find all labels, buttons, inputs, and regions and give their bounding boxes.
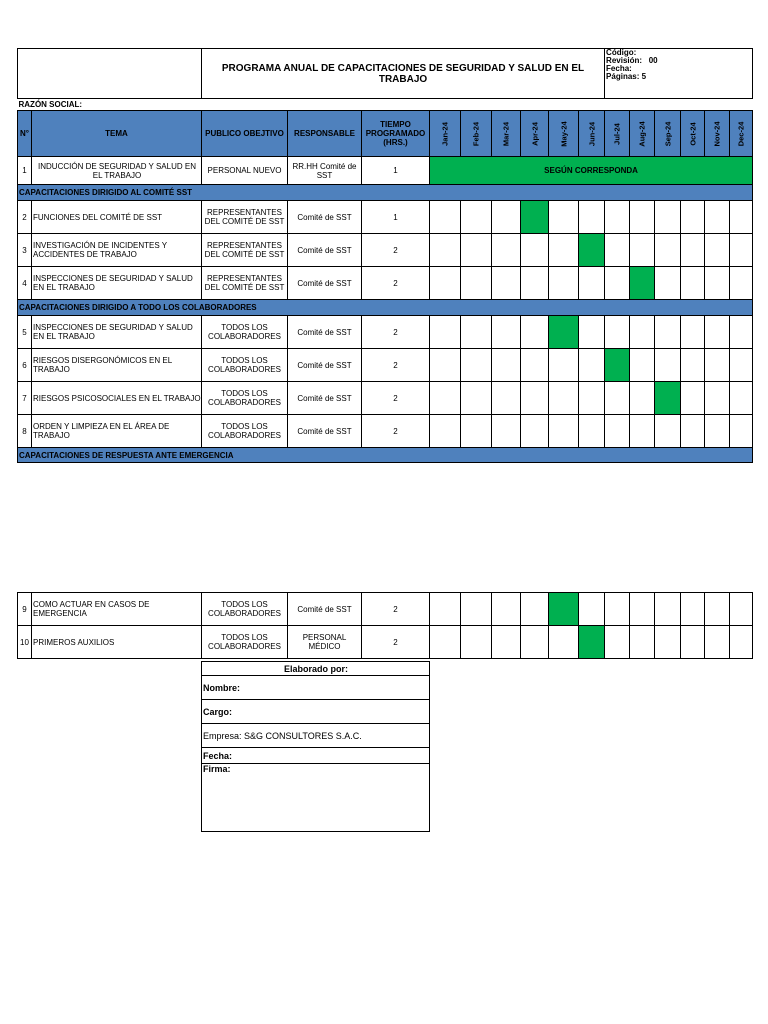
month-cell [630, 382, 655, 415]
firma-field: Firma: [202, 764, 430, 832]
document-meta [605, 49, 753, 99]
col-tema: TEMA [32, 111, 202, 157]
month-cell [655, 626, 681, 659]
month-cell [430, 415, 461, 448]
table-row [18, 382, 753, 415]
row-tema: INSPECCIONES DE SEGURIDAD Y SALUD EN EL TRABAJO [32, 267, 202, 300]
table-row [18, 626, 753, 659]
month-cell [521, 234, 549, 267]
month-cell [681, 234, 705, 267]
month-cell [655, 349, 681, 382]
month-cell [521, 382, 549, 415]
month-cell [681, 626, 705, 659]
row-responsable: Comité de SST [288, 593, 362, 626]
row-publico: TODOS LOS COLABORADORES [202, 316, 288, 349]
month-cell [521, 267, 549, 300]
month-cell [730, 316, 753, 349]
scheduled-month-cell [521, 201, 549, 234]
month-cell [579, 415, 605, 448]
col-month: Aug-24 [630, 111, 655, 157]
month-cell [461, 626, 492, 659]
col-tiempo: TIEMPO PROGRAMADO (HRS.) [362, 111, 430, 157]
codigo-label: Código: [606, 48, 637, 57]
col-month: Dec-24 [730, 111, 753, 157]
month-cell [430, 201, 461, 234]
month-cell [549, 626, 579, 659]
row-tema: INVESTIGACIÓN DE INCIDENTES Y ACCIDENTES DE TRABAJO [32, 234, 202, 267]
month-cell [630, 234, 655, 267]
month-cell [579, 267, 605, 300]
empresa-field: Empresa: S&G CONSULTORES S.A.C. [202, 724, 430, 748]
row-tema: FUNCIONES DEL COMITÉ DE SST [32, 201, 202, 234]
row-no: 1 [18, 157, 32, 185]
row-tiempo: 2 [362, 316, 430, 349]
month-cell [461, 267, 492, 300]
col-month: Nov-24 [705, 111, 730, 157]
month-cell [461, 201, 492, 234]
row-tema: COMO ACTUAR EN CASOS DE EMERGENCIA [32, 593, 202, 626]
row-no: 5 [18, 316, 32, 349]
row-responsable: RR.HH Comité de SST [288, 157, 362, 185]
month-cell [492, 593, 521, 626]
month-cell [705, 382, 730, 415]
month-cell [461, 593, 492, 626]
table-row [18, 201, 753, 234]
month-cell [705, 267, 730, 300]
col-responsable: RESPONSABLE [288, 111, 362, 157]
scheduled-month-cell [605, 349, 630, 382]
month-cell [681, 349, 705, 382]
month-cell [681, 267, 705, 300]
month-cell [430, 593, 461, 626]
table-row [18, 415, 753, 448]
revision-value: 00 [648, 56, 658, 65]
row-publico: TODOS LOS COLABORADORES [202, 415, 288, 448]
signature-block [201, 661, 430, 832]
month-cell [521, 316, 549, 349]
row-responsable: Comité de SST [288, 267, 362, 300]
month-cell [549, 234, 579, 267]
row-publico: TODOS LOS COLABORADORES [202, 593, 288, 626]
section-header: CAPACITACIONES DIRIGIDO A TODO LOS COLABORADORES [18, 300, 753, 316]
paginas-label: Páginas: [606, 72, 640, 81]
col-month: Jun-24 [579, 111, 605, 157]
row-group-comite [18, 201, 753, 300]
month-cell [579, 316, 605, 349]
column-header-row [18, 111, 753, 157]
row-publico: PERSONAL NUEVO [202, 157, 288, 185]
month-cell [430, 349, 461, 382]
col-month: Mar-24 [492, 111, 521, 157]
month-cell [705, 316, 730, 349]
row-no: 7 [18, 382, 32, 415]
month-cell [579, 593, 605, 626]
month-cell [605, 415, 630, 448]
row-responsable: Comité de SST [288, 415, 362, 448]
table-row [18, 157, 753, 185]
row-no: 9 [18, 593, 32, 626]
row-responsable: Comité de SST [288, 234, 362, 267]
scheduled-month-cell [655, 382, 681, 415]
row-publico: TODOS LOS COLABORADORES [202, 349, 288, 382]
schedule-banner: SEGÚN CORRESPONDA [430, 157, 753, 185]
month-cell [521, 349, 549, 382]
month-cell [579, 382, 605, 415]
row-publico: TODOS LOS COLABORADORES [202, 382, 288, 415]
cargo-field: Cargo: [202, 700, 430, 724]
section-header: CAPACITACIONES DIRIGIDO AL COMITÉ SST [18, 185, 753, 201]
col-month: Sep-24 [655, 111, 681, 157]
month-cell [655, 593, 681, 626]
month-cell [655, 267, 681, 300]
col-month: Apr-24 [521, 111, 549, 157]
month-cell [549, 382, 579, 415]
paginas-value: 5 [641, 72, 647, 81]
month-cell [730, 415, 753, 448]
month-cell [461, 316, 492, 349]
month-cell [430, 267, 461, 300]
col-month: Jan-24 [430, 111, 461, 157]
scheduled-month-cell [549, 593, 579, 626]
month-cell [705, 234, 730, 267]
month-cell [461, 415, 492, 448]
month-cell [730, 267, 753, 300]
row-responsable: Comité de SST [288, 316, 362, 349]
month-cell [730, 234, 753, 267]
month-cell [549, 349, 579, 382]
table-row [18, 267, 753, 300]
month-cell [492, 234, 521, 267]
month-cell [681, 382, 705, 415]
month-cell [681, 316, 705, 349]
month-cell [492, 349, 521, 382]
month-cell [605, 201, 630, 234]
col-month: Feb-24 [461, 111, 492, 157]
row-tiempo: 1 [362, 157, 430, 185]
month-cell [579, 201, 605, 234]
month-cell [655, 316, 681, 349]
row-no: 2 [18, 201, 32, 234]
month-cell [681, 201, 705, 234]
month-cell [549, 201, 579, 234]
month-cell [605, 316, 630, 349]
col-month: Oct-24 [681, 111, 705, 157]
month-cell [605, 382, 630, 415]
elaborado-label: Elaborado por: [202, 662, 430, 676]
month-cell [630, 415, 655, 448]
month-cell [492, 201, 521, 234]
row-tiempo: 2 [362, 382, 430, 415]
month-cell [521, 415, 549, 448]
row-publico: REPRESENTANTES DEL COMITÉ DE SST [202, 267, 288, 300]
col-month: May-24 [549, 111, 579, 157]
row-no: 3 [18, 234, 32, 267]
row-publico: REPRESENTANTES DEL COMITÉ DE SST [202, 234, 288, 267]
table-row [18, 593, 753, 626]
row-tiempo: 2 [362, 415, 430, 448]
month-cell [705, 415, 730, 448]
month-cell [492, 382, 521, 415]
month-cell [705, 593, 730, 626]
month-cell [705, 201, 730, 234]
section-header: CAPACITACIONES DE RESPUESTA ANTE EMERGENCIA [18, 448, 753, 463]
month-cell [605, 234, 630, 267]
row-publico: TODOS LOS COLABORADORES [202, 626, 288, 659]
month-cell [492, 267, 521, 300]
month-cell [730, 593, 753, 626]
month-cell [579, 349, 605, 382]
row-tiempo: 1 [362, 201, 430, 234]
month-cell [521, 626, 549, 659]
month-cell [630, 626, 655, 659]
row-responsable: PERSONAL MÉDICO [288, 626, 362, 659]
month-cell [730, 201, 753, 234]
row-tiempo: 2 [362, 234, 430, 267]
row-tiempo: 2 [362, 267, 430, 300]
month-cell [730, 626, 753, 659]
month-cell [492, 626, 521, 659]
month-cell [630, 201, 655, 234]
month-cell [521, 593, 549, 626]
month-cell [705, 626, 730, 659]
month-cell [461, 349, 492, 382]
row-responsable: Comité de SST [288, 382, 362, 415]
month-cell [430, 626, 461, 659]
row-no: 6 [18, 349, 32, 382]
table-row [18, 234, 753, 267]
month-cell [655, 201, 681, 234]
table-row [18, 349, 753, 382]
row-publico: REPRESENTANTES DEL COMITÉ DE SST [202, 201, 288, 234]
row-group-emergencia [18, 593, 753, 659]
month-cell [630, 316, 655, 349]
row-group-colaboradores [18, 316, 753, 448]
month-cell [430, 234, 461, 267]
month-cell [681, 415, 705, 448]
row-no: 4 [18, 267, 32, 300]
scheduled-month-cell [549, 316, 579, 349]
month-cell [430, 316, 461, 349]
row-tema: RIESGOS PSICOSOCIALES EN EL TRABAJO [32, 382, 202, 415]
month-cell [730, 382, 753, 415]
row-tema: PRIMEROS AUXILIOS [32, 626, 202, 659]
document-title: PROGRAMA ANUAL DE CAPACITACIONES DE SEGURIDAD Y SALUD EN EL TRABAJO [202, 49, 605, 99]
table-row [18, 316, 753, 349]
month-cell [630, 593, 655, 626]
logo-cell [18, 49, 202, 99]
schedule-table-top [17, 48, 753, 463]
nombre-field: Nombre: [202, 676, 430, 700]
month-cell [605, 593, 630, 626]
revision-label: Revisión: [606, 56, 643, 65]
col-publico: PUBLICO OBEJTIVO [202, 111, 288, 157]
razon-social-label: RAZÓN SOCIAL: [18, 99, 753, 111]
scheduled-month-cell [630, 267, 655, 300]
col-month: Jul-24 [605, 111, 630, 157]
month-cell [605, 626, 630, 659]
month-cell [730, 349, 753, 382]
month-cell [630, 349, 655, 382]
month-cell [430, 382, 461, 415]
row-no: 10 [18, 626, 32, 659]
scheduled-month-cell [579, 234, 605, 267]
month-cell [681, 593, 705, 626]
row-tema: RIESGOS DISERGONÓMICOS EN EL TRABAJO [32, 349, 202, 382]
month-cell [605, 267, 630, 300]
row-tema: INDUCCIÓN DE SEGURIDAD Y SALUD EN EL TRABAJO [32, 157, 202, 185]
schedule-table-bottom [17, 592, 753, 659]
month-cell [655, 234, 681, 267]
row-responsable: Comité de SST [288, 349, 362, 382]
row-tiempo: 2 [362, 593, 430, 626]
month-cell [492, 415, 521, 448]
month-cell [461, 382, 492, 415]
month-cell [549, 415, 579, 448]
fecha-field: Fecha: [202, 748, 430, 764]
row-no: 8 [18, 415, 32, 448]
fecha-label: Fecha: [606, 64, 632, 73]
row-tema: INSPECCIONES DE SEGURIDAD Y SALUD EN EL TRABAJO [32, 316, 202, 349]
month-cell [655, 415, 681, 448]
row-tema: ORDEN Y LIMPIEZA EN EL ÁREA DE TRABAJO [32, 415, 202, 448]
month-cell [549, 267, 579, 300]
row-tiempo: 2 [362, 626, 430, 659]
row-responsable: Comité de SST [288, 201, 362, 234]
month-cell [461, 234, 492, 267]
month-cell [492, 316, 521, 349]
month-cell [705, 349, 730, 382]
col-no: N° [18, 111, 32, 157]
scheduled-month-cell [579, 626, 605, 659]
row-tiempo: 2 [362, 349, 430, 382]
